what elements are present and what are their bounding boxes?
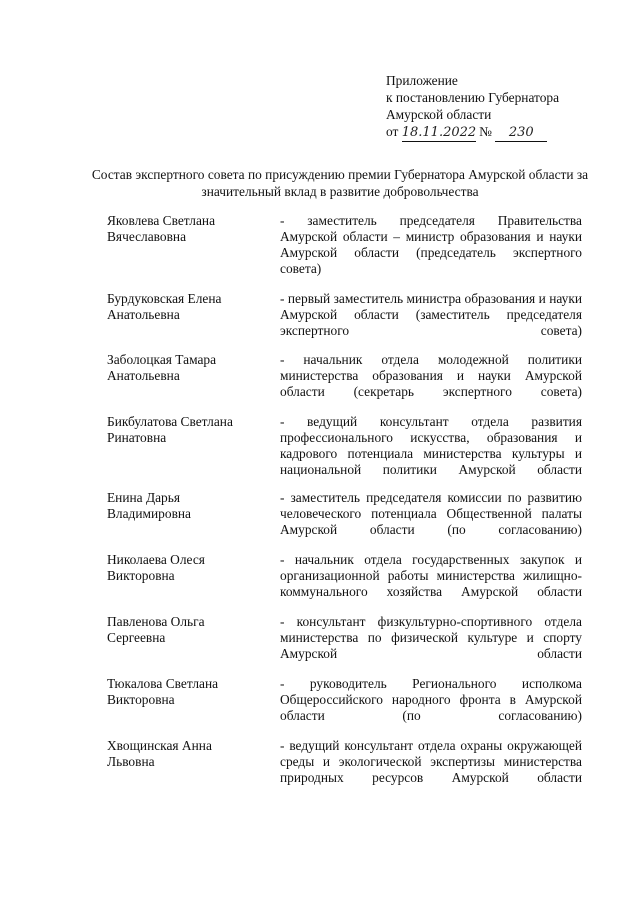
- appendix-region: Амурской области: [386, 107, 492, 122]
- handwritten-number: 230: [495, 124, 547, 142]
- date-prefix: от: [386, 124, 399, 139]
- appendix-date-line: [386, 123, 616, 142]
- handwritten-date: 18.11.2022: [401, 125, 477, 140]
- appendix-reference: к постановлению Губернатора: [386, 90, 560, 105]
- document-title: Состав экспертного совета по присуждению премии Губернатора Амурской области за значительный вклад в развитие добровольчества: [91, 167, 589, 199]
- number-label: №: [479, 124, 492, 139]
- appendix-label: Приложение: [386, 73, 458, 88]
- appendix-block: [386, 72, 616, 142]
